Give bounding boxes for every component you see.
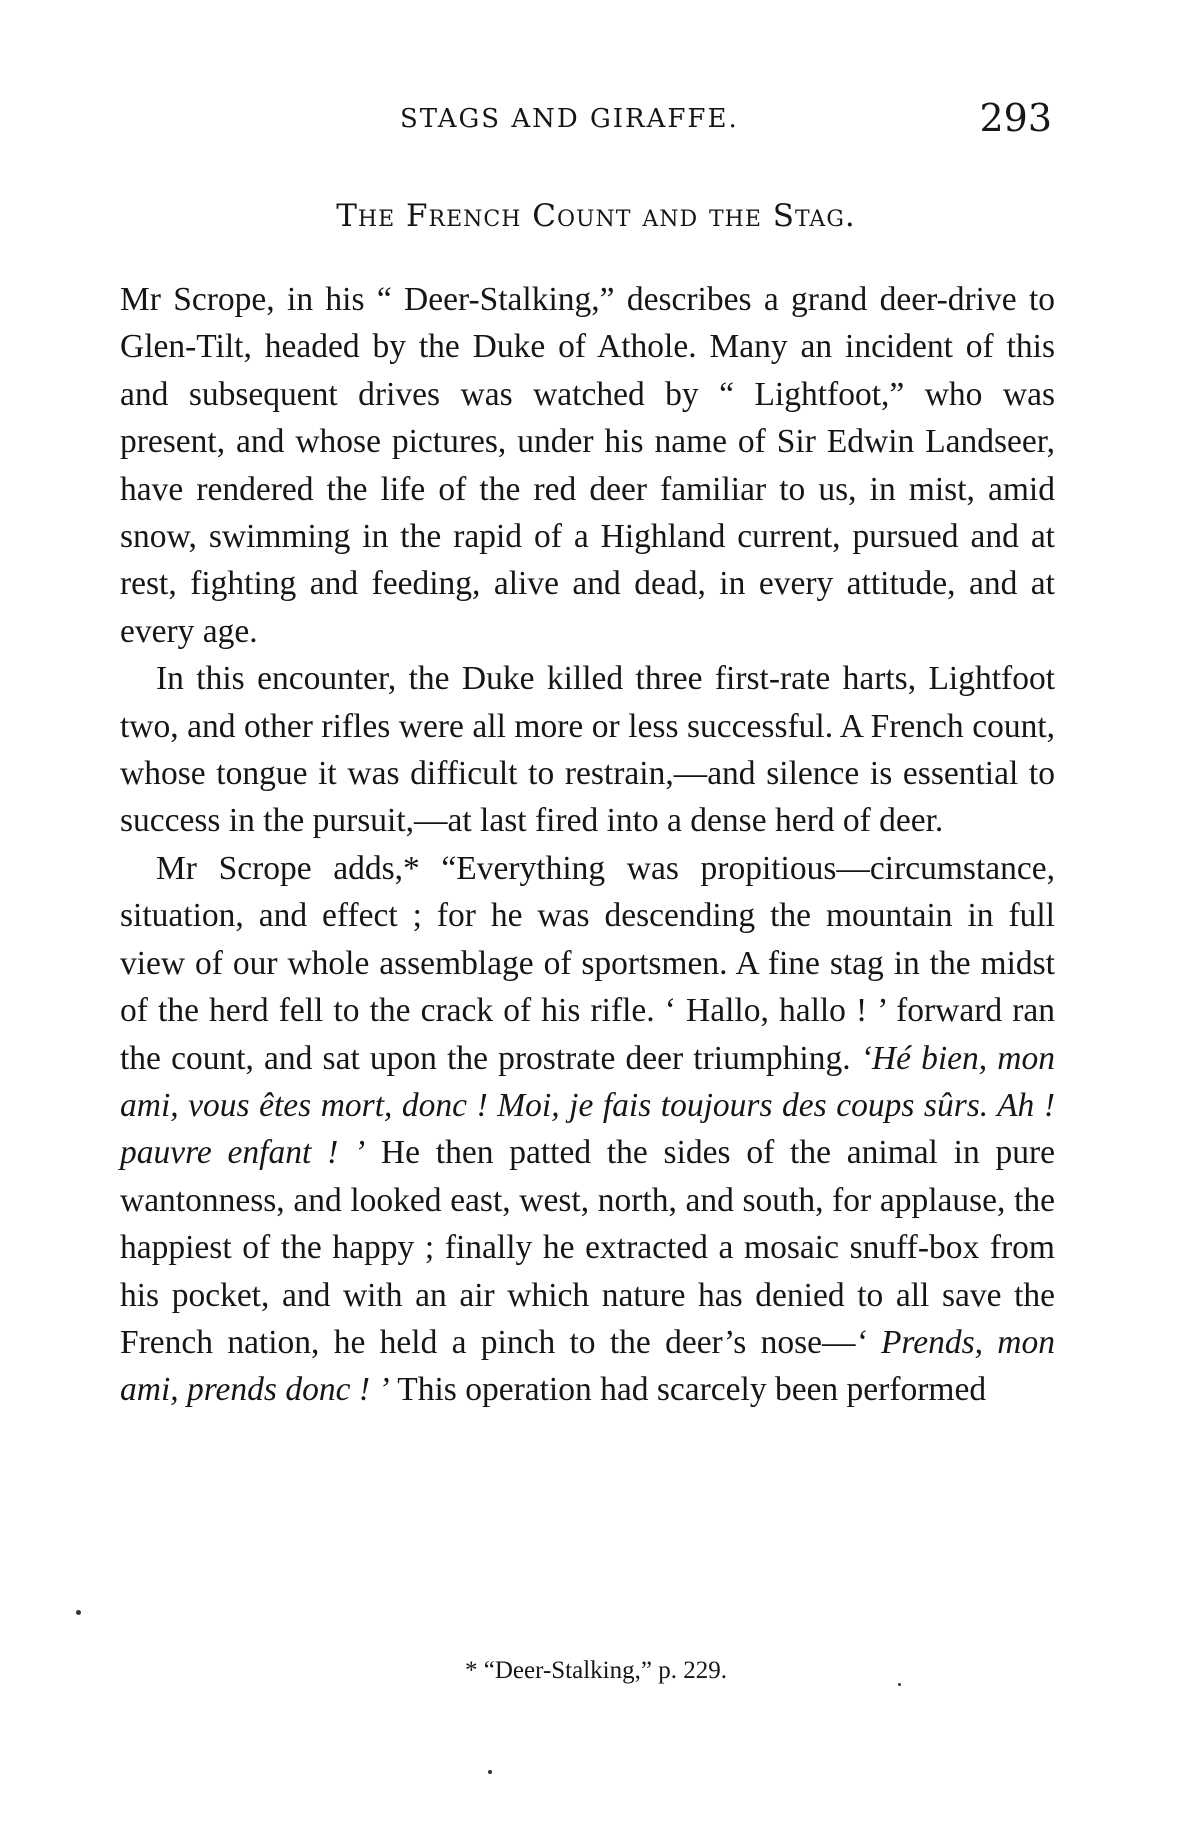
running-title: STAGS AND GIRAFFE.	[400, 104, 739, 134]
page-number: 293	[979, 96, 1052, 140]
footnote: * “Deer-Stalking,” p. 229.	[465, 1657, 727, 1684]
french-quote-2: ‘ Prends, mon ami, prends donc ! ’	[120, 1323, 1055, 1409]
paragraph-2: In this encounter, the Duke killed three first-rate harts, Lightfoot two, and other rifles were all more or less successful. A French count, whose tongue it was difficult to restrain,—and silence is essential to success in the pursuit,—at last fired into a dense herd of deer.	[120, 660, 1055, 840]
paragraph-3-part-e: This operation had scarcely been performed	[389, 1371, 987, 1409]
body-text	[120, 276, 1055, 1414]
margin-speck	[898, 1683, 901, 1686]
section-title: The French Count and the Stag.	[336, 198, 856, 234]
paragraph-3-part-c: He then patted the sides of the animal in pure wantonness, and looked east, west, north, and south, for applause, the happiest of the happy ; finally he extracted a mosaic snuff-box from his pocket, and with an air which nature has denied to all save the French nation, he held a pinch to the deer’s nose—	[120, 1134, 1055, 1361]
margin-speck	[76, 1610, 81, 1615]
paragraph-3	[120, 845, 1055, 1414]
paragraph-1: Mr Scrope, in his “ Deer-Stalking,” describes a grand deer-drive to Glen-Tilt, headed by the Duke of Athole. Many an incident of this and subsequent drives was watched by “ Lightfoot,” who was present, and whose pictures, under his name of Sir Edwin Landseer, have rendered the life of the red deer familiar to us, in mist, amid snow, swimming in the rapid of a Highland current, pursued and at rest, fighting and feeding, alive and dead, in every attitude, and at every age.	[120, 281, 1055, 650]
paragraph-3-part-a: Mr Scrope adds,* “Everything was propitious—circumstance, situation, and effect ; for he was descending the mountain in full view of our whole assemblage of sportsmen. A fine stag in the midst of the herd fell to the crack of his rifle. ‘ Hallo, hallo ! ’ forward ran the count, and sat upon the prostrate deer triumphing.	[120, 849, 1055, 1077]
french-quote-1: ‘Hé bien, mon ami, vous êtes mort, donc ! Moi, je fais toujours des coups sûrs. Ah ! pauvre enfant ! ’	[120, 1039, 1056, 1172]
margin-speck	[488, 1770, 492, 1774]
